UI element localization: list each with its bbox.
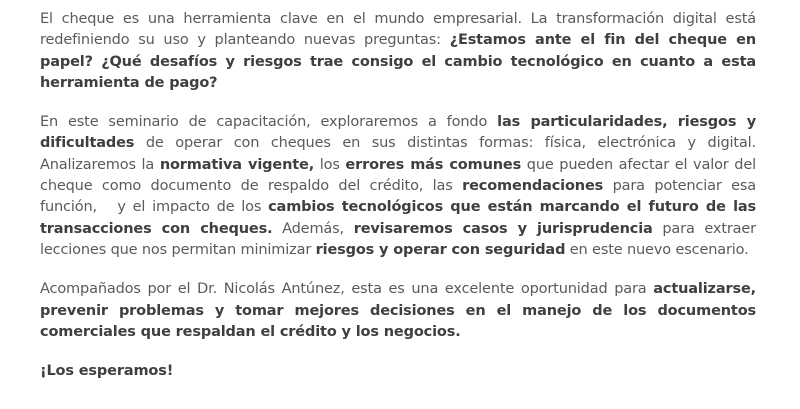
scope-highlight-risks: riesgos y operar con seguridad — [315, 241, 566, 258]
scope-text-8: en este nuevo escenario. — [565, 241, 749, 258]
scope-highlight-regulation: normativa vigente, — [159, 156, 315, 173]
speaker-paragraph — [40, 279, 756, 343]
scope-highlight-recommendations: recomendaciones — [462, 178, 604, 195]
closing-text: ¡Los esperamos! — [40, 363, 174, 380]
intro-text: El cheque es una herramienta clave en el mundo empresarial. La transformación digital está redefiniendo su uso y planteando nuevas preguntas: — [40, 11, 756, 49]
closing-line — [40, 361, 756, 382]
scope-text-3: los — [314, 156, 346, 173]
intro-paragraph — [40, 9, 756, 94]
scope-text-4: que pueden afectar el valor del cheque como documento de respaldo del crédito, las — [40, 156, 756, 195]
scope-text-1: En este seminario de capacitación, exploraremos a fondo — [40, 114, 498, 131]
scope-highlight-cases: revisaremos casos y jurisprudencia — [353, 220, 653, 237]
seminar-description — [40, 9, 761, 400]
speaker-highlight: actualizarse, prevenir problemas y tomar mejores decisiones en el manejo de los documentos comerciales que respaldan el crédito y los negocios. — [40, 281, 756, 340]
speaker-text: Acompañados por el Dr. Nicolás Antúnez, esta es una excelente oportunidad para — [40, 281, 654, 298]
seminar-scope-paragraph — [40, 112, 761, 261]
scope-text-7: para extraer lecciones que nos permitan minimizar — [40, 220, 756, 258]
scope-text-5: para potenciar esa función, y el impacto de los — [40, 178, 761, 216]
scope-text-2: de operar con cheques en sus distintas formas: física, electrónica y digital. Analizaremos la — [40, 135, 756, 173]
scope-highlight-tech-changes: cambios tecnológicos que están marcando el futuro de las transacciones con cheques. — [40, 199, 757, 237]
scope-highlight-errors: errores más comunes — [345, 156, 522, 173]
scope-text-6: Además, — [272, 220, 354, 237]
intro-questions: ¿Estamos ante el fin del cheque en papel? ¿Qué desafíos y riesgos trae consigo el cambio tecnológico en cuanto a esta herramienta de pago? — [40, 32, 756, 91]
scope-highlight-particularities: las particularidades, riesgos y dificultades — [40, 114, 756, 152]
